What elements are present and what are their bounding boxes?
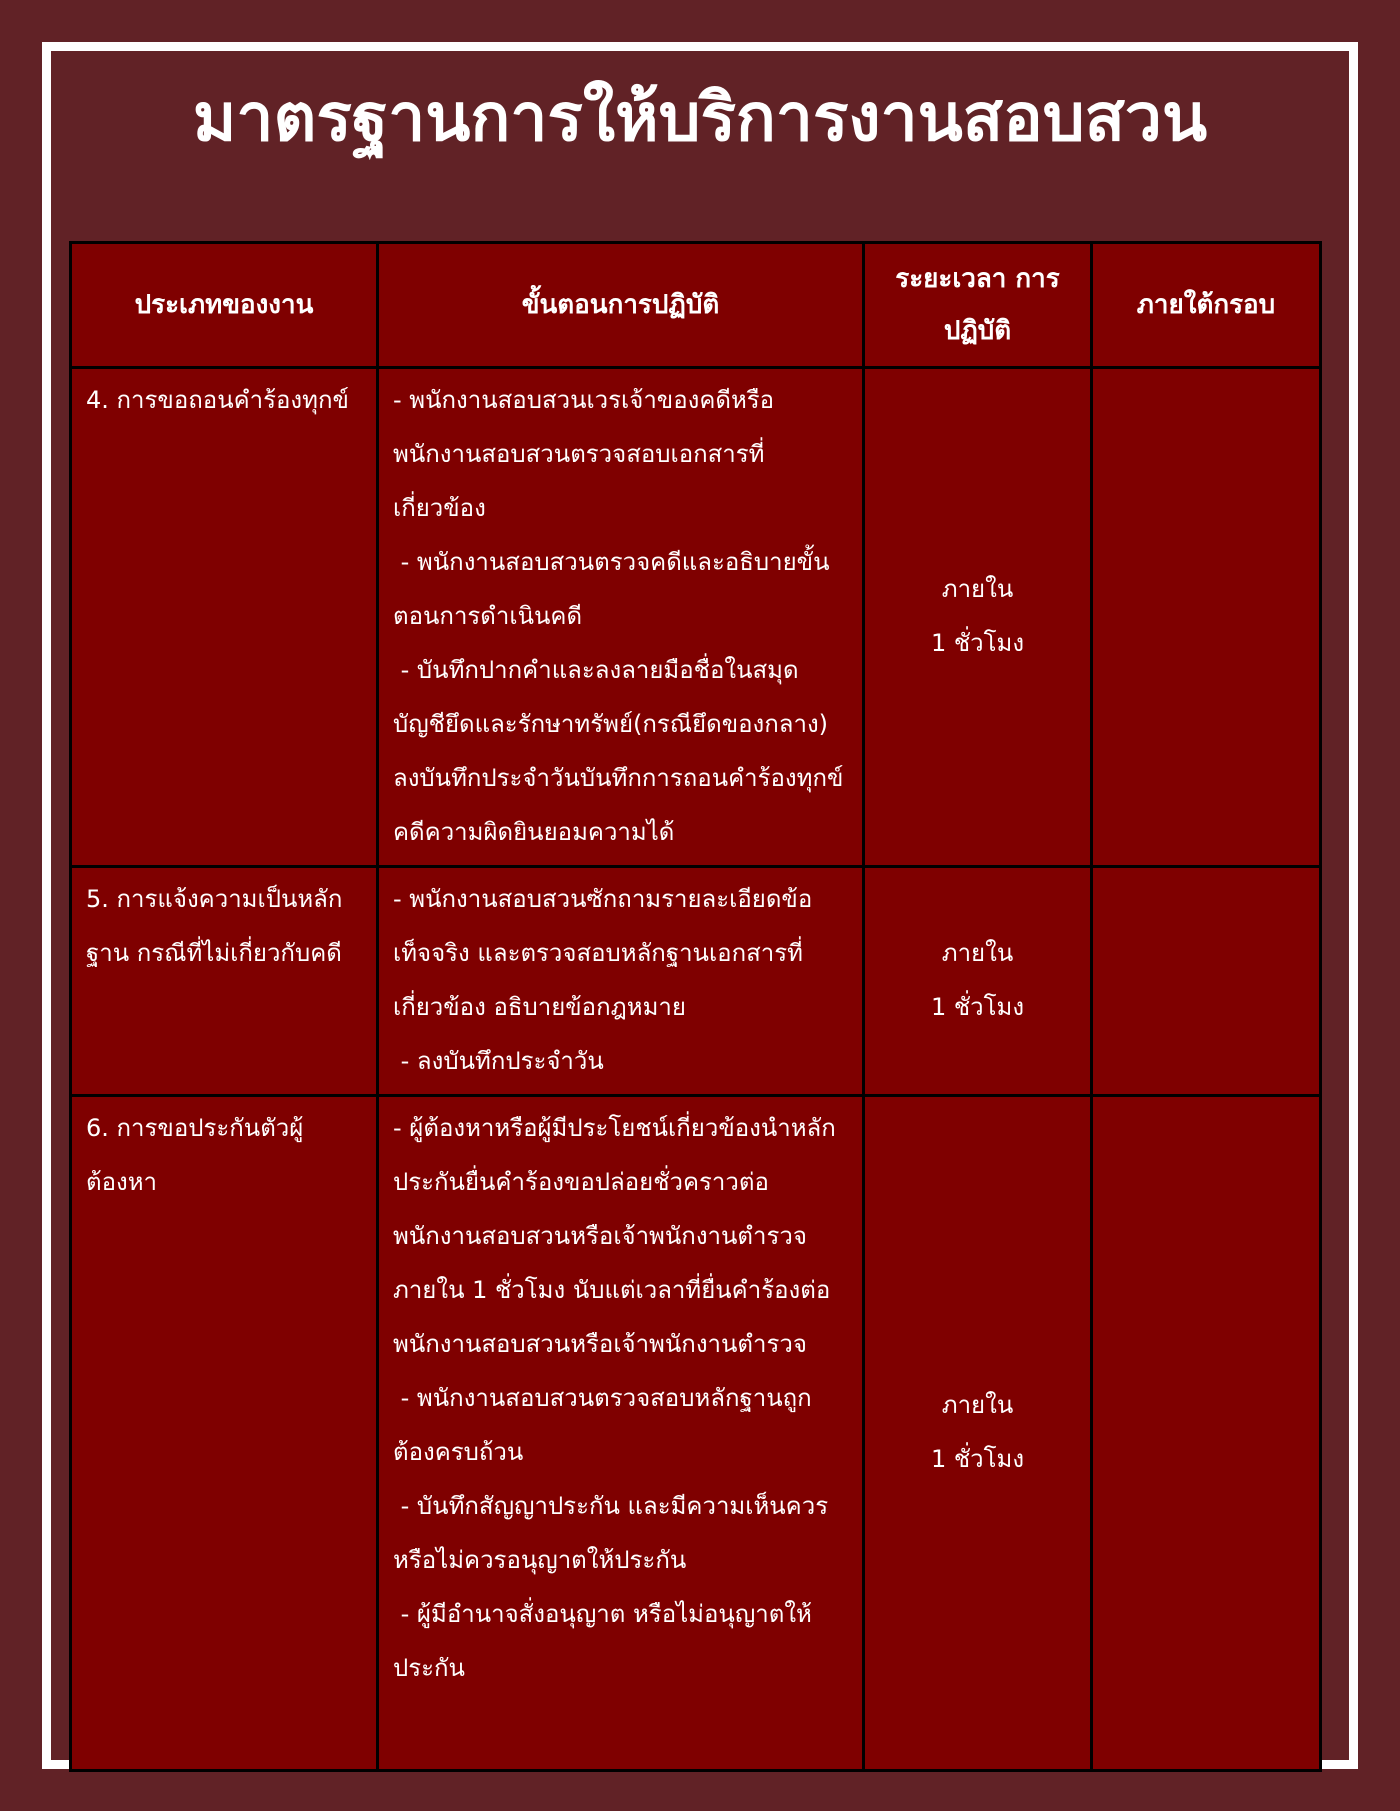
duration-cell — [864, 1096, 1092, 1771]
duration-label: ภายใน — [941, 575, 1014, 603]
duration-label: ภายใน — [941, 1391, 1014, 1419]
procedure-step: - บันทึกสัญญาประกัน และมีความเห็นควรหรือไม่ควรอนุญาตให้ประกัน — [393, 1492, 829, 1574]
procedure-cell — [378, 368, 864, 867]
procedure-step: - พนักงานสอบสวนตรวจสอบหลักฐานถูกต้องครบถ้วน — [393, 1384, 812, 1466]
table-header-row — [71, 243, 1321, 368]
procedure-step: - พนักงานสอบสวนซักถามรายละเอียดข้อเท็จจริง และตรวจสอบหลักฐานเอกสารที่ เกี่ยวข้อง อธิบายข้อกฎหมาย — [393, 885, 813, 1021]
header-procedure: ขั้นตอนการปฏิบัติ — [378, 243, 864, 368]
header-work-type: ประเภทของงาน — [71, 243, 378, 368]
table-row — [71, 867, 1321, 1096]
procedure-step: - พนักงานสอบสวนตรวจคดีและอธิบายขั้นตอนการดำเนินคดี — [393, 548, 830, 630]
header-duration: ระยะเวลา การปฏิบัติ — [864, 243, 1092, 368]
duration-cell — [864, 867, 1092, 1096]
duration-value: 1 ชั่วโมง — [930, 629, 1025, 657]
header-framework: ภายใต้กรอบ — [1092, 243, 1321, 368]
framework-cell — [1092, 1096, 1321, 1771]
procedure-step: - บันทึกปากคำและลงลายมือชื่อในสมุดบัญชียึดและรักษาทรัพย์(กรณียึดของกลาง) ลงบันทึกประจำวันบันทึกการถอนคำร้องทุกข์ คดีความผิดยินยอมความได้ — [393, 656, 852, 846]
page-title: มาตรฐานการให้บริการงานสอบสวน — [192, 79, 1208, 156]
procedure-step: - พนักงานสอบสวนเวรเจ้าของคดีหรือพนักงานสอบสวนตรวจสอบเอกสารที่เกี่ยวข้อง — [393, 386, 775, 522]
work-type-cell: 5. การแจ้งความเป็นหลักฐาน กรณีที่ไม่เกี่ยวกับคดี — [71, 867, 378, 1096]
table-row — [71, 1096, 1321, 1771]
procedure-cell — [378, 867, 864, 1096]
service-standard-table — [69, 241, 1322, 1772]
work-type-cell: 4. การขอถอนคำร้องทุกข์ — [71, 368, 378, 867]
duration-value: 1 ชั่วโมง — [930, 1445, 1025, 1473]
duration-cell — [864, 368, 1092, 867]
procedure-step: - ผู้ต้องหาหรือผู้มีประโยชน์เกี่ยวข้องนำหลักประกันยื่นคำร้องขอปล่อยชั่วคราวต่อพนักงานสอบสวนหรือเจ้าพนักงานตำรวจภายใน 1 ชั่วโมง นับแต่เวลาที่ยื่นคำร้องต่อ พนักงานสอบสวนหรือเจ้าพนักงานตำรวจ — [393, 1114, 838, 1358]
work-type-cell: 6. การขอประกันตัวผู้ต้องหา — [71, 1096, 378, 1771]
procedure-step: - ผู้มีอำนาจสั่งอนุญาต หรือไม่อนุญาตให้ประกัน — [393, 1600, 812, 1682]
framework-cell — [1092, 368, 1321, 867]
table-row — [71, 368, 1321, 867]
duration-value: 1 ชั่วโมง — [930, 993, 1025, 1021]
duration-label: ภายใน — [941, 939, 1014, 967]
procedure-step: - ลงบันทึกประจำวัน — [393, 1047, 604, 1075]
framework-cell — [1092, 867, 1321, 1096]
procedure-cell — [378, 1096, 864, 1771]
